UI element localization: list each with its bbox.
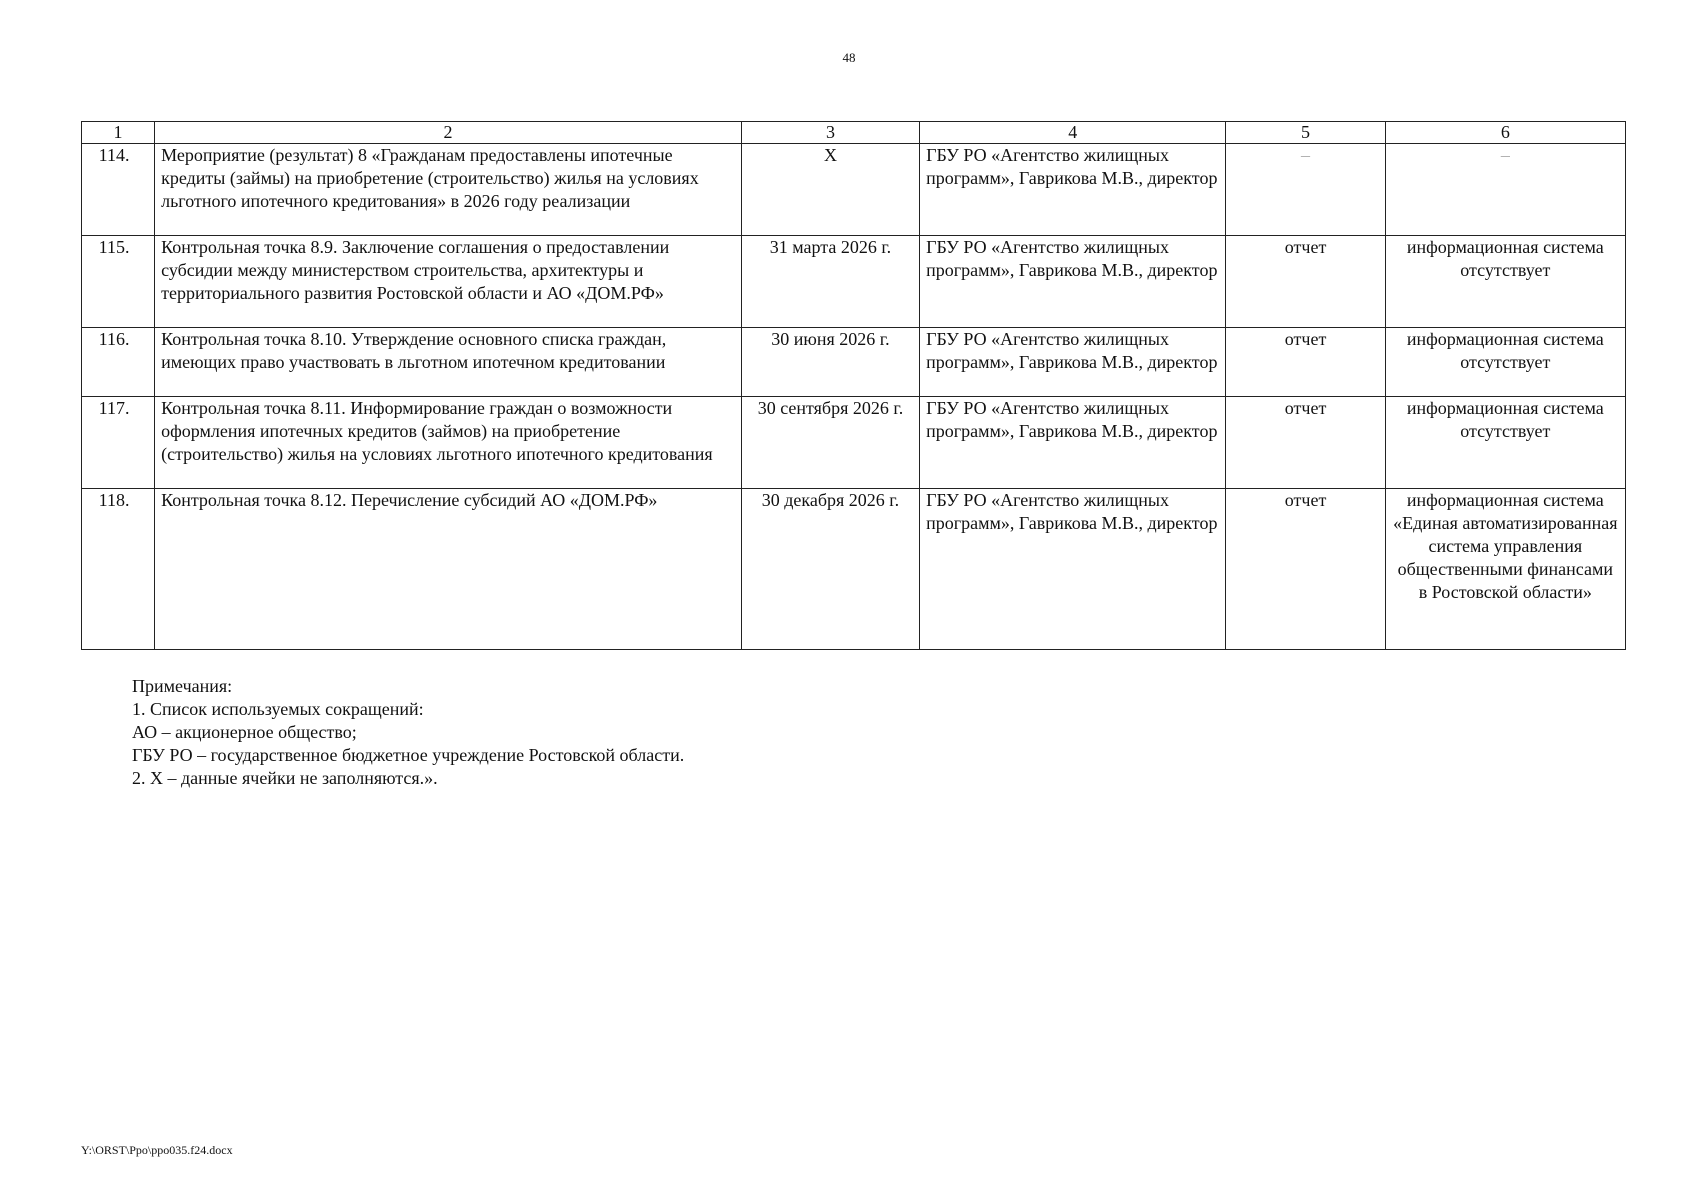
information-system: – [1385, 144, 1625, 236]
information-system: информационная система отсутствует [1385, 328, 1625, 397]
deadline: X [741, 144, 919, 236]
note-line: ГБУ РО – государственное бюджетное учреждение Ростовской области. [132, 745, 685, 765]
page-number: 48 [842, 50, 856, 65]
document-type: отчет [1226, 489, 1385, 650]
document-type: отчет [1226, 328, 1385, 397]
row-number: 114. [82, 144, 155, 236]
information-system: информационная система «Единая автоматизированная система управления общественными финансами в Ростовской области» [1385, 489, 1625, 650]
document-type: – [1226, 144, 1385, 236]
table-row [82, 489, 1626, 650]
header-cell: 6 [1385, 122, 1625, 144]
responsible: ГБУ РО «Агентство жилищных программ», Гаврикова М.В., директор [920, 489, 1226, 650]
deadline: 30 декабря 2026 г. [741, 489, 919, 650]
table-row [82, 236, 1626, 328]
note-line: 1. Список используемых сокращений: [132, 699, 424, 719]
note-line: 2. X – данные ячейки не заполняются.». [132, 768, 438, 788]
information-system: информационная система отсутствует [1385, 236, 1625, 328]
note-line: АО – акционерное общество; [132, 722, 357, 742]
plan-table [81, 121, 1626, 650]
header-row [82, 122, 1626, 144]
notes [132, 675, 684, 790]
row-number: 116. [82, 328, 155, 397]
header-cell: 1 [82, 122, 155, 144]
responsible: ГБУ РО «Агентство жилищных программ», Гаврикова М.В., директор [920, 144, 1226, 236]
deadline: 31 марта 2026 г. [741, 236, 919, 328]
event-name: Контрольная точка 8.12. Перечисление субсидий АО «ДОМ.РФ» [155, 489, 742, 650]
table-row [82, 328, 1626, 397]
footer-file-path: Y:\ORST\Ppo\ppo035.f24.docx [81, 1143, 233, 1157]
table-row [82, 397, 1626, 489]
responsible: ГБУ РО «Агентство жилищных программ», Гаврикова М.В., директор [920, 397, 1226, 489]
responsible: ГБУ РО «Агентство жилищных программ», Гаврикова М.В., директор [920, 236, 1226, 328]
header-cell: 2 [155, 122, 742, 144]
header-cell: 4 [920, 122, 1226, 144]
event-name: Контрольная точка 8.10. Утверждение основного списка граждан, имеющих право участвовать в льготном ипотечном кредитовании [155, 328, 742, 397]
row-number: 117. [82, 397, 155, 489]
document-type: отчет [1226, 236, 1385, 328]
table-row [82, 144, 1626, 236]
row-number: 115. [82, 236, 155, 328]
event-name: Контрольная точка 8.9. Заключение соглашения о предоставлении субсидии между министерством строительства, архитектуры и территориального развития Ростовской области и АО «ДОМ.РФ» [155, 236, 742, 328]
event-name: Мероприятие (результат) 8 «Гражданам предоставлены ипотечные кредиты (займы) на приобретение (строительство) жилья на условиях льготного ипотечного кредитования» в 2026 году реализации [155, 144, 742, 236]
responsible: ГБУ РО «Агентство жилищных программ», Гаврикова М.В., директор [920, 328, 1226, 397]
information-system: информационная система отсутствует [1385, 397, 1625, 489]
header-cell: 3 [741, 122, 919, 144]
document-type: отчет [1226, 397, 1385, 489]
notes-title: Примечания: [132, 676, 233, 696]
deadline: 30 июня 2026 г. [741, 328, 919, 397]
deadline: 30 сентября 2026 г. [741, 397, 919, 489]
row-number: 118. [82, 489, 155, 650]
event-name: Контрольная точка 8.11. Информирование граждан о возможности оформления ипотечных кредитов (займов) на приобретение (строительство) жилья на условиях льготного ипотечного кредитования [155, 397, 742, 489]
header-cell: 5 [1226, 122, 1385, 144]
